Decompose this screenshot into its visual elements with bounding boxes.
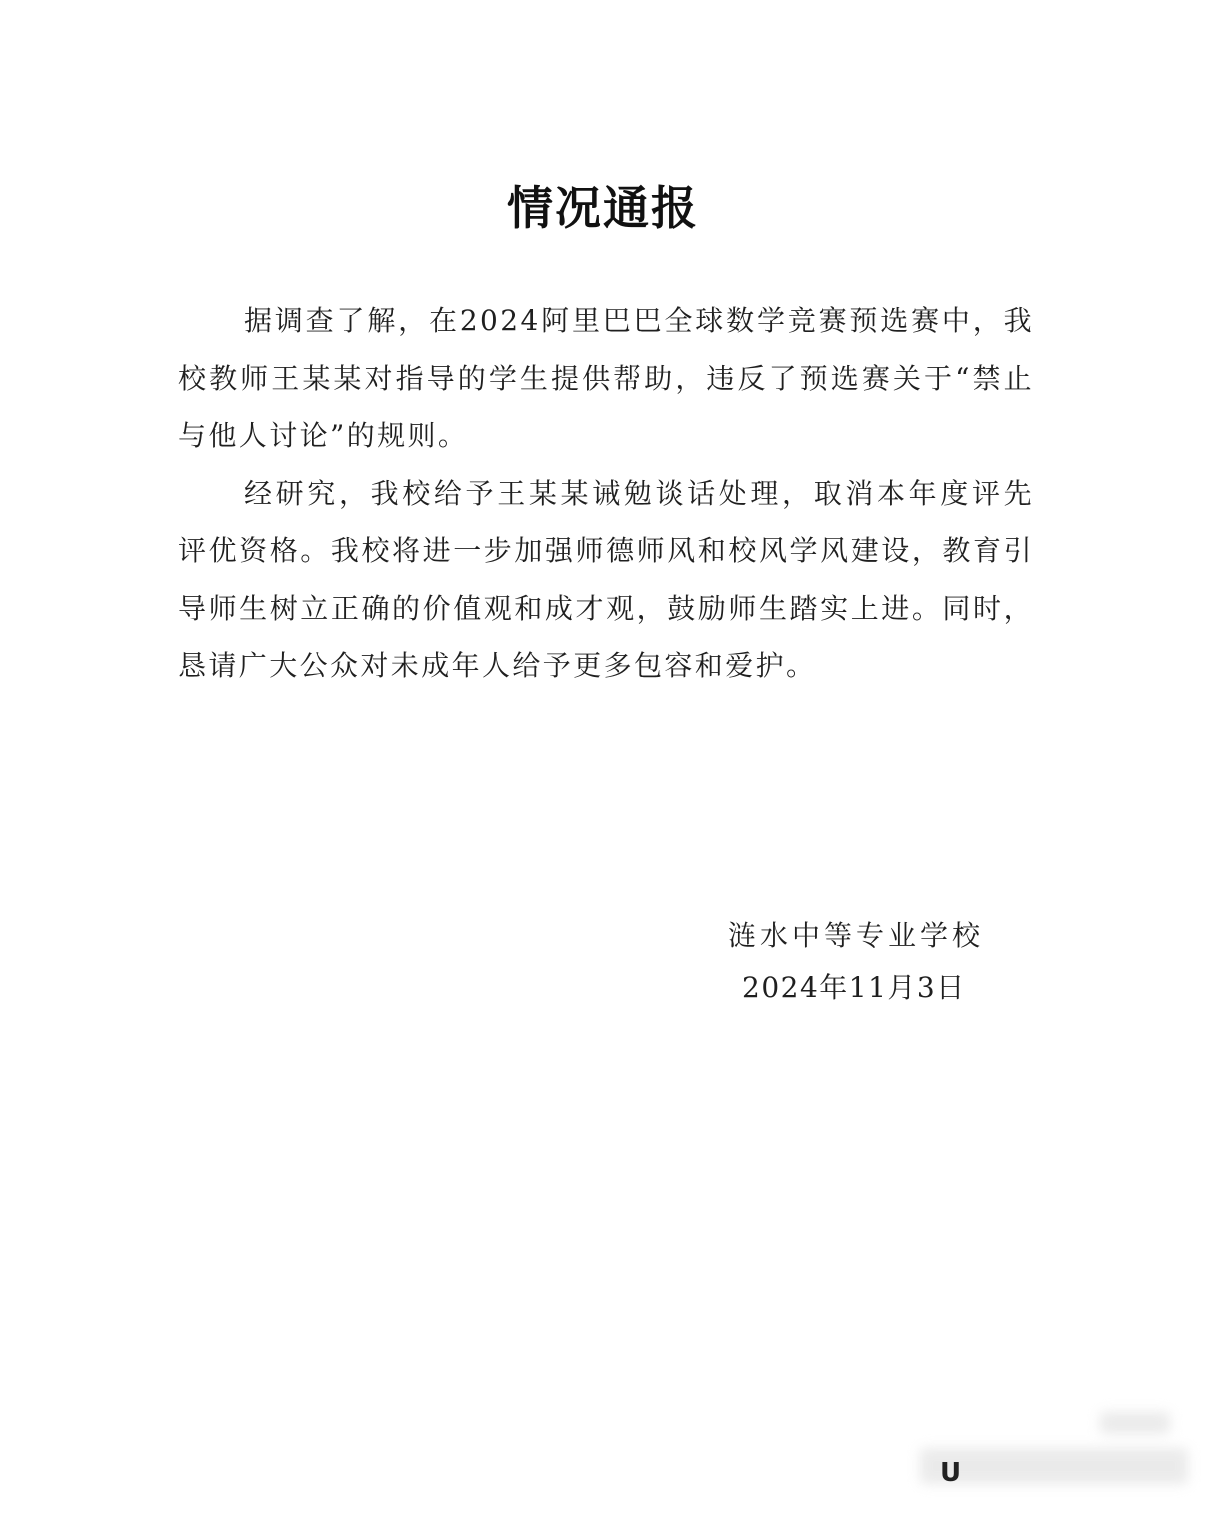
signature-block bbox=[720, 910, 1020, 1014]
signature-organization: 涟水中等专业学校 bbox=[728, 919, 985, 952]
watermark-block bbox=[1100, 1412, 1170, 1434]
document-body bbox=[178, 292, 1034, 695]
paragraph-decision: 经研究，我校给予王某某诫勉谈话处理，取消本年度评先评优资格。我校将进一步加强师德师风和校风学风建设，教育引导师生树立正确的价值观和成才观，鼓励师生踏实上进。同时，恳请广大公众对未成年人给予更多包容和爱护。 bbox=[178, 476, 1034, 682]
signature-date: 2024年11月3日 bbox=[742, 971, 966, 1004]
paragraph-investigation: 据调查了解，在2024阿里巴巴全球数学竞赛预选赛中，我校教师王某某对指导的学生提供帮助，违反了预选赛关于“禁止与他人讨论”的规则。 bbox=[178, 304, 1034, 452]
document-title: 情况通报 bbox=[507, 181, 699, 235]
watermark-logo-icon: U bbox=[940, 1458, 962, 1488]
